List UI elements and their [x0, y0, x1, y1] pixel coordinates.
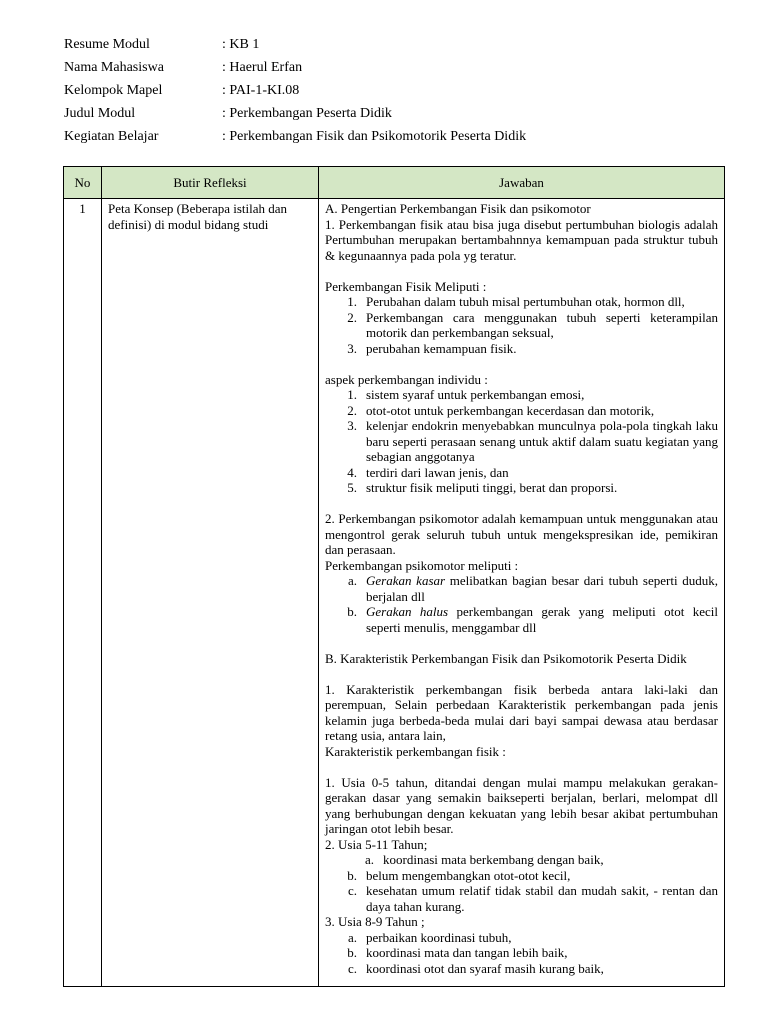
list-item: b. koordinasi mata dan tangan lebih baik, — [347, 945, 568, 960]
usia-5-11-list — [325, 852, 718, 914]
section-b-title: B. Karakteristik Perkembangan Fisik dan Psikomotorik Peserta Didik — [325, 650, 687, 666]
list-title: 3. Usia 8-9 Tahun ; — [325, 914, 425, 929]
list-item: a. Gerakan kasar melibatkan bagian besar dari tubuh seperti duduk, berjalan dll — [347, 573, 718, 604]
list-item: 5. struktur fisik meliputi tinggi, berat dan proporsi. — [347, 480, 618, 495]
list-title: Karakteristik perkembangan fisik : — [325, 743, 506, 759]
section-a-title: A. Pengertian Perkembangan Fisik dan psikomotor — [325, 201, 591, 216]
paragraph: 2. Perkembangan psikomotor adalah kemampuan untuk menggunakan atau mengontrol gerak seluruh tubuh untuk mengekspresikan ide, pemikiran dan perasaan. — [325, 511, 718, 557]
column-header-jawaban: Jawaban — [319, 167, 725, 199]
document-header — [64, 33, 526, 148]
column-header-no: No — [64, 167, 102, 199]
list-item: 2. Perkembangan cara menggunakan tubuh seperti keterampilan motorik dan perkembangan seksual, — [347, 309, 718, 340]
paragraph: 1. Perkembangan fisik atau bisa juga disebut pertumbuhan biologis adalah Pertumbuhan merupakan bertambahnnya kemampuan pada struktur tubuh & kegunaannya pada pola yg teratur. — [325, 216, 718, 263]
header-value: : Haerul Erfan — [222, 60, 303, 75]
header-value: : Perkembangan Peserta Didik — [222, 106, 392, 121]
header-label: Kegiatan Belajar — [64, 129, 159, 144]
column-header-butir-refleksi: Butir Refleksi — [102, 167, 319, 199]
list-item: c. kesehatan umum relatif tidak stabil dan mudah sakit, - rentan dan daya tahan kurang. — [347, 883, 718, 914]
list-title: aspek perkembangan individu : — [325, 371, 488, 387]
header-label: Judul Modul — [64, 106, 136, 121]
table-header-row — [64, 167, 725, 199]
psikomotor-list — [325, 573, 718, 635]
list-item: c. koordinasi otot dan syaraf masih kurang baik, — [347, 960, 604, 976]
header-row-kegiatan-belajar — [64, 125, 526, 148]
list-item: 4. terdiri dari lawan jenis, dan — [347, 464, 509, 480]
fisik-list — [325, 294, 718, 356]
list-title: Perkembangan psikomotor meliputi : — [325, 557, 519, 573]
header-value: : KB 1 — [222, 37, 260, 52]
list-item: b. Gerakan halus perkembangan gerak yang meliputi otot kecil seperti menulis, menggambar dll — [347, 604, 718, 635]
list-item: a. perbaikan koordinasi tubuh, — [347, 929, 512, 945]
list-item: 1. Perubahan dalam tubuh misal pertumbuhan otak, hormon dll, — [347, 294, 685, 309]
row-number: 1 — [64, 199, 102, 987]
header-row-kelompok-mapel — [64, 79, 526, 102]
list-item: b. belum mengembangkan otot-otot kecil, — [347, 867, 571, 883]
row-butir-refleksi: Peta Konsep (Beberapa istilah dan definisi) di modul bidang studi — [102, 199, 319, 987]
list-title: 2. Usia 5-11 Tahun; — [325, 836, 428, 852]
aspek-list — [325, 387, 718, 496]
list-item: 1. sistem syaraf untuk perkembangan emosi, — [347, 387, 585, 402]
header-value: : Perkembangan Fisik dan Psikomotorik Peserta Didik — [222, 129, 527, 144]
row-jawaban — [319, 199, 725, 987]
table-row — [64, 199, 725, 987]
paragraph: 1. Karakteristik perkembangan fisik berbeda antara laki-laki dan perempuan, Selain perbedaan Karakteristik perkembangan pada jenis kelamin juga berbeda-beda mulai dari bayi sampai dewasa atau berdasar retang usia, antara lain, — [325, 681, 718, 743]
header-label: Resume Modul — [64, 37, 150, 52]
list-item: 2. otot-otot untuk perkembangan kecerdasan dan motorik, — [347, 402, 655, 418]
paragraph: 1. Usia 0-5 tahun, ditandai dengan mulai mampu melakukan gerakan-gerakan dasar yang semakin baikseperti berjalan, berlari, melompat dll yang berhubungan dengan kekuatan yang lebih besar akibat pertumbuhan jaringan otot lebih besar. — [325, 774, 718, 836]
header-value: : PAI-1-KI.08 — [222, 83, 300, 98]
list-item: 3. perubahan kemampuan fisik. — [347, 340, 517, 356]
list-item: a. koordinasi mata berkembang dengan baik, — [364, 852, 604, 867]
usia-8-9-list — [325, 930, 718, 977]
header-row-nama-mahasiswa — [64, 56, 526, 79]
reflection-table — [63, 166, 725, 987]
list-item: 3. kelenjar endokrin menyebabkan munculnya pola-pola tingkah laku baru seperti perasaan senang untuk aktif dalam suatu kegiatan yang sebagian anggotanya — [347, 418, 718, 464]
header-label: Nama Mahasiswa — [64, 60, 164, 75]
list-title: Perkembangan Fisik Meliputi : — [325, 278, 487, 294]
header-row-judul-modul — [64, 102, 526, 125]
header-label: Kelompok Mapel — [64, 83, 163, 98]
header-row-resume-modul — [64, 33, 526, 56]
